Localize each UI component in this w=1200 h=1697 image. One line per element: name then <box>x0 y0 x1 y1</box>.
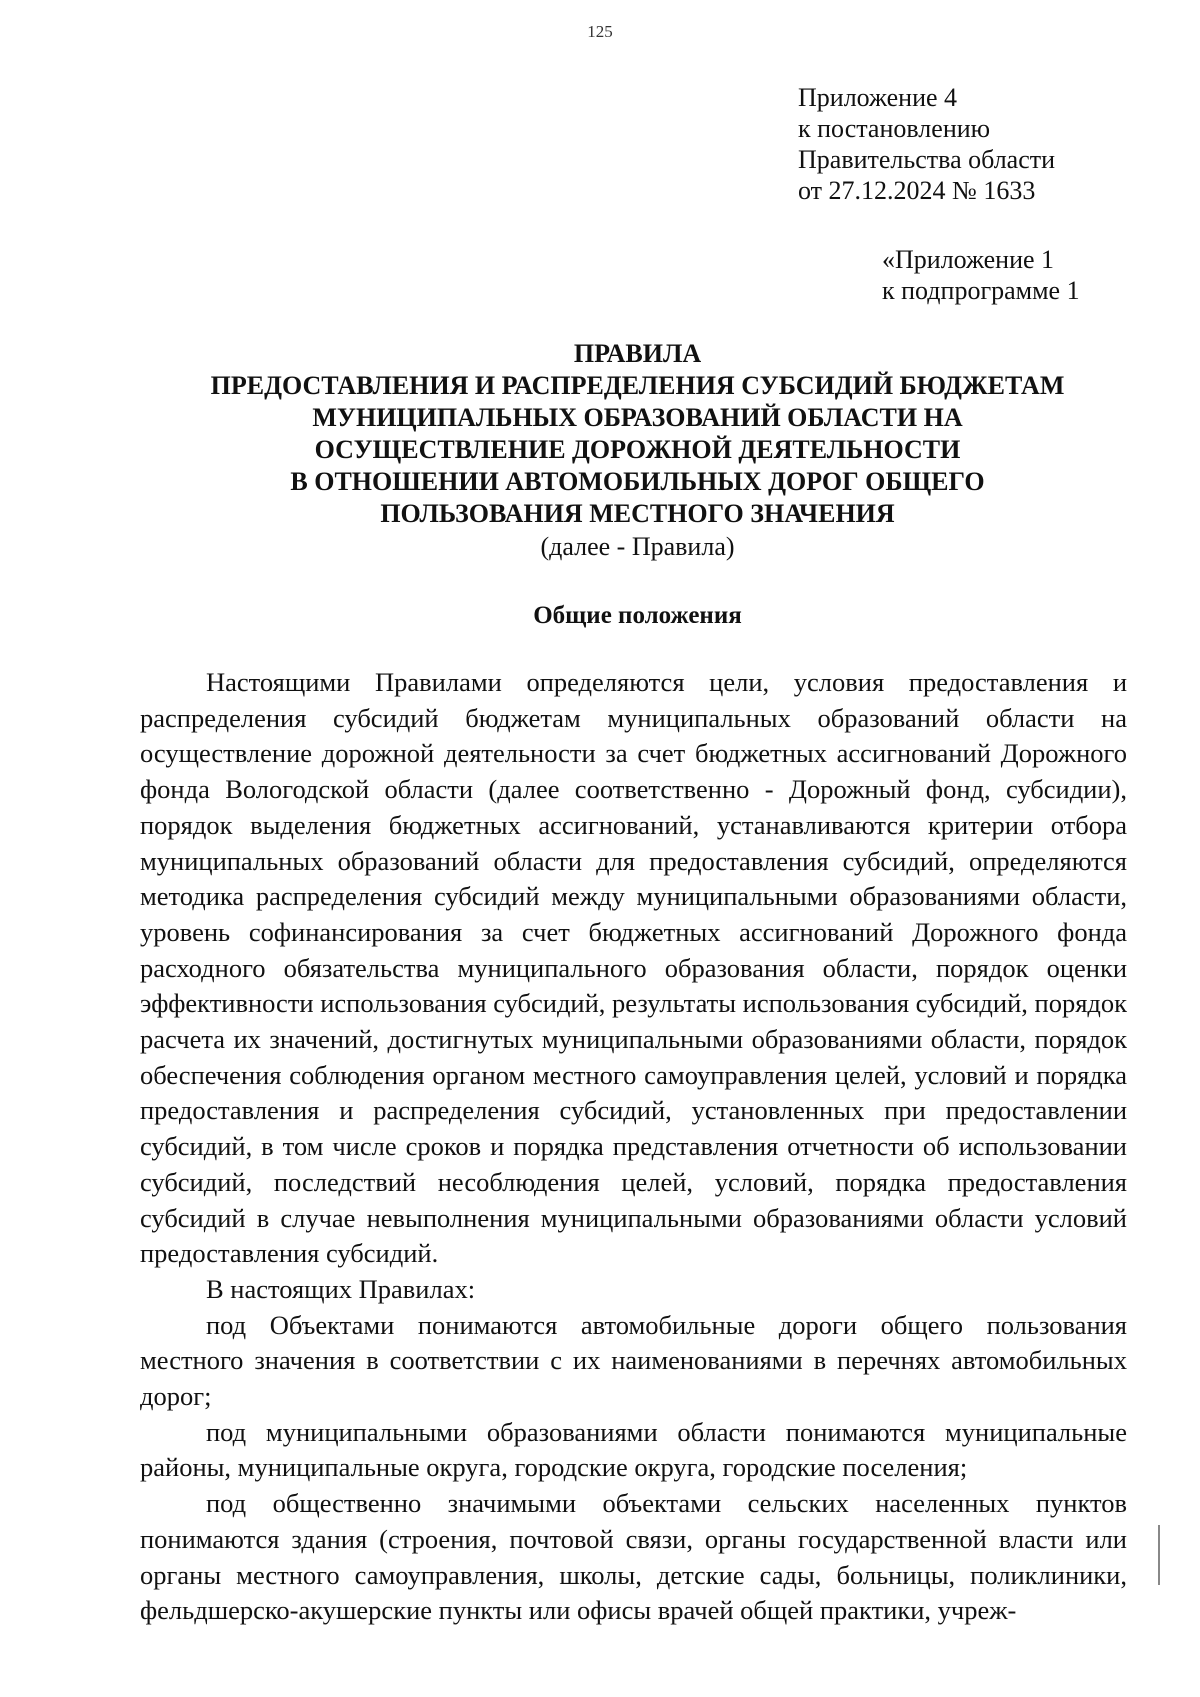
section-heading: Общие положения <box>533 602 742 629</box>
body-text <box>140 665 1127 1629</box>
paragraph: Настоящими Правилами определяются цели, условия предоставления и распределения субсидий бюджетам муниципальных образований области на осуществление дорожной деятельности за счет бюджетных ассигнований Дорожного фонда Вологодской области (далее соответственно - Дорожный фонд, субсидии), порядок выделения бюджетных ассигнований, устанавливаются критерии отбора муниципальных образований области для предоставления субсидий, определяются методика распределения субсидий между муниципальными образованиями области, уровень софинансирования за счет бюджетных ассигнований Дорожного фонда расходного обязательства муниципального образования области, порядок оценки эффективности использования субсидий, результаты использования субсидий, порядок расчета их значений, достигнутых муниципальными образованиями области, порядок обеспечения соблюдения органом местного самоуправления целей, условий и порядка предоставления и распределения субсидий, установленных при предоставлении субсидий, в том числе сроков и порядка представления отчетности об использовании субсидий, последствий несоблюдения целей, условий, порядка предоставления субсидий в случае невыполнения муниципальными образованиями области условий предоставления субсидий. <box>140 667 1127 1269</box>
paragraph: В настоящих Правилах: <box>206 1273 476 1304</box>
appendix-reference <box>798 82 1055 206</box>
title-line: ПРАВИЛА <box>573 339 702 368</box>
appendix-line: Приложение 4 <box>798 83 958 112</box>
scan-artifact <box>1158 1525 1160 1585</box>
appendix-line: Правительства области <box>798 145 1056 174</box>
title-line: В ОТНОШЕНИИ АВТОМОБИЛЬНЫХ ДОРОГ ОБЩЕГО <box>290 467 985 496</box>
page-number: 125 <box>587 22 613 41</box>
appendix-line: от 27.12.2024 № 1633 <box>798 176 1036 205</box>
document-title <box>90 338 1185 564</box>
sub-appendix-line: «Приложение 1 <box>882 245 1055 274</box>
sub-appendix-reference <box>882 244 1080 306</box>
title-note: (далее - Правила) <box>540 532 735 561</box>
title-line: ОСУЩЕСТВЛЕНИЕ ДОРОЖНОЙ ДЕЯТЕЛЬНОСТИ <box>314 435 961 464</box>
title-line: ПОЛЬЗОВАНИЯ МЕСТНОГО ЗНАЧЕНИЯ <box>380 499 895 528</box>
title-line: ПРЕДОСТАВЛЕНИЯ И РАСПРЕДЕЛЕНИЯ СУБСИДИЙ БЮДЖЕТАМ <box>210 371 1065 400</box>
paragraph: под Объектами понимаются автомобильные дороги общего пользования местного значения в соответствии с их наименованиями в перечнях автомобильных дорог; <box>140 1309 1127 1412</box>
sub-appendix-line: к подпрограмме 1 <box>882 276 1080 305</box>
appendix-line: к постановлению <box>798 114 991 143</box>
paragraph: под муниципальными образованиями области понимаются муниципальные районы, муниципальные округа, городские округа, городские поселения; <box>140 1416 1127 1483</box>
title-line: МУНИЦИПАЛЬНЫХ ОБРАЗОВАНИЙ ОБЛАСТИ НА <box>312 403 963 432</box>
paragraph: под общественно значимыми объектами сельских населенных пунктов понимаются здания (строения, почтовой связи, органы государственной власти или органы местного самоуправления, школы, детские сады, больницы, поликлиники, фельдшерско-акушерские пункты или офисы врачей общей практики, учреж- <box>140 1488 1127 1626</box>
